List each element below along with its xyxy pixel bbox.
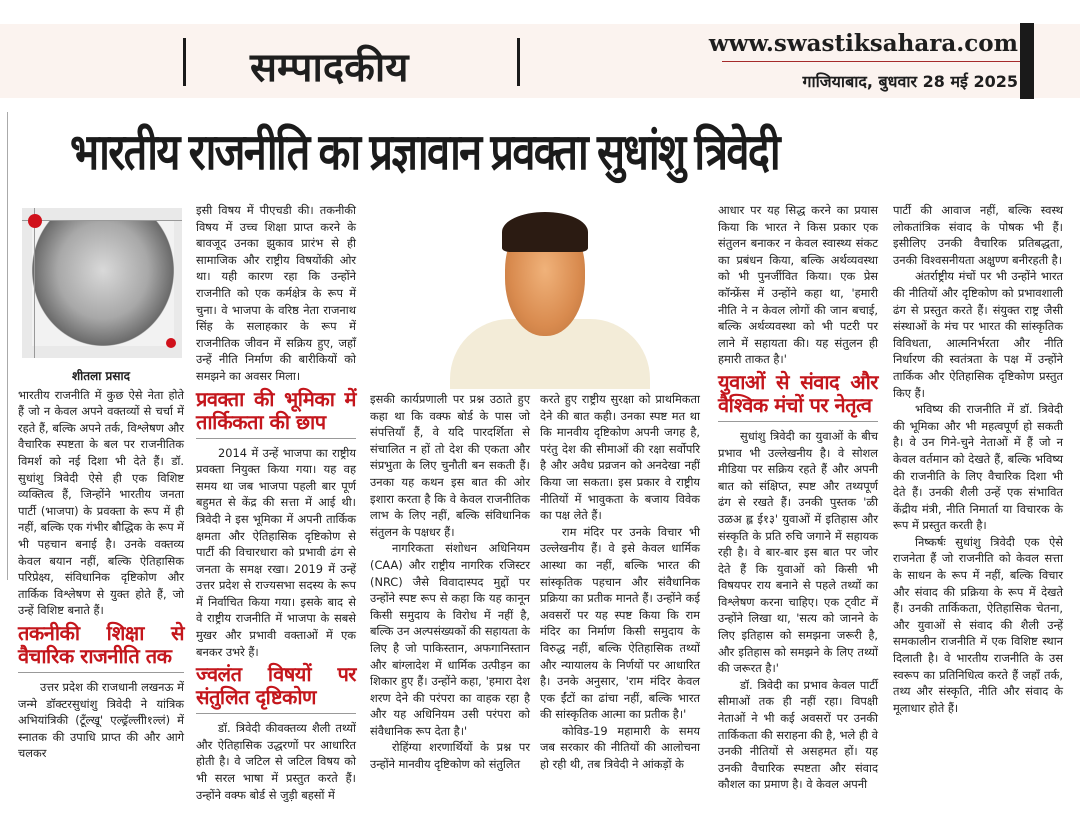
masthead-divider-right bbox=[517, 38, 520, 86]
column-2 bbox=[196, 202, 356, 803]
article-paragraph: राम मंदिर पर उनके विचार भी उल्लेखनीय हैं। वे इसे केवल धार्मिक आस्था का नहीं, बल्कि भारत की सांस्कृतिक पहचान और संवैधानिक प्रक्रिया का प्रतीक मानते हैं। उन्होंने कई अवसरों पर यह स्पष्ट किया कि राम मंदिर का निर्माण किसी समुदाय के विरुद्ध नहीं, बल्कि ऐतिहासिक तथ्यों और न्यायालय के निर्णयों पर आधारित है। उनके अनुसार, 'राम मंदिर केवल एक ईंटों का ढांचा नहीं, बल्कि भारत की सांस्कृतिक आत्मा का प्रतीक है।' bbox=[540, 524, 700, 722]
subheading: युवाओं से संवाद और वैश्विक मंचों पर नेतृत्व bbox=[718, 371, 878, 422]
author-byline: शीतला प्रसाद bbox=[72, 369, 130, 383]
article-paragraph: रोहिंग्या शरणार्थियों के प्रश्न पर उन्होंने मानवीय दृष्टिकोण को संतुलित bbox=[370, 740, 530, 772]
article-paragraph: भारतीय राजनीति में कुछ ऐसे नेता होते हैं जो न केवल अपने वक्तव्यों से चर्चा में रहते हैं, बल्कि अपने तर्क, विश्लेषण और वैचारिक स्पष्टता के बल पर राजनीतिक विमर्श को नई दिशा भी देते हैं। डॉ. सुधांशु त्रिवेदी ऐसे ही एक विशिष्ट व्यक्तित्व हैं, जिन्होंने भारतीय जनता पार्टी (भाजपा) के प्रवक्ता के रूप में ही नहीं, बल्कि एक गंभीर बौद्धिक के रूप में भी पहचान बनाई है। उनके वक्तव्य केवल बयान नहीं, बल्कि ऐतिहासिक परिप्रेक्ष्य, संविधानिक दृष्टिकोण और तार्किक विश्लेषण से युक्त होते हैं, जो उन्हें विशिष्ट बनाते हैं। bbox=[18, 387, 184, 618]
subheading: ज्वलंत विषयों पर संतुलित दृष्टिकोण bbox=[196, 663, 356, 714]
column-1 bbox=[18, 202, 184, 762]
article-paragraph: 2014 में उन्हें भाजपा का राष्ट्रीय प्रवक्ता नियुक्त किया गया। यह वह समय था जब भाजपा पहली बार पूर्ण बहुमत से केंद्र की सत्ता में आई थी। त्रिवेदी ने इस भूमिका में अपनी तार्किक क्षमता और ऐतिहासिक दृष्टिकोण से पार्टी की विचारधारा को प्रभावी ढंग से जनता के समक्ष रखा। 2019 में उन्हें उत्तर प्रदेश से राज्यसभा सदस्य के रूप में निर्वाचित किया गया। इसके बाद से वे राष्ट्रीय राजनीति में भाजपा के सबसे मुखर और प्रभावी वक्ताओं में एक बनकर उभरे हैं। bbox=[196, 445, 356, 659]
column-3 bbox=[370, 391, 530, 773]
article-paragraph: सुधांशु त्रिवेदी का युवाओं के बीच प्रभाव भी उल्लेखनीय है। वे सोशल मीडिया पर सक्रिय रहते हैं और अपनी बात को संक्षिप्त, स्पष्ट और तथ्यपूर्ण ढंग से रखते हैं। उनकी पुस्तक 'ळी उळअ ह्ल ई१३' युवाओं में इतिहास और संस्कृति के प्रति रुचि जगाने में सहायक रही है। वे बार-बार इस बात पर जोर देते हैं कि युवाओं को किसी भी विषयपर राय बनाने से पहले तथ्यों का विश्लेषण करना चाहिए। एक ट्वीट में उन्होंने लिखा था, 'सत्य को जानने के लिए इतिहास को समझना जरूरी है, और इतिहास को समझने के लिए तथ्यों की जरूरत है।' bbox=[718, 428, 878, 676]
column-5 bbox=[718, 202, 878, 793]
article-paragraph: उत्तर प्रदेश की राजधानी लखनऊ में जन्मे डॉक्टरसुधांशु त्रिवेदी ने यांत्रिक अभियांत्रिकी (टूँल्खू' एल्ढ्रॅल्लीी१ल्लं) में स्नातक की उपाधि प्राप्त की और आगे चलकर bbox=[18, 679, 184, 761]
article-paragraph: अंतर्राष्ट्रीय मंचों पर भी उन्होंने भारत की नीतियों और दृष्टिकोण को प्रभावशाली ढंग से प्रस्तुत करते हैं। संयुक्त राष्ट्र जैसी संस्थाओं के मंच पर भारत की सांस्कृतिक विविधता, आत्मनिर्भरता और नीति निर्धारण की स्वतंत्रता के पक्ष में उन्होंने तार्किक और ऐतिहासिक दृष्टिकोण प्रस्तुत किए हैं। bbox=[893, 269, 1063, 400]
subject-photo bbox=[430, 204, 660, 388]
frame-guide-horizontal bbox=[22, 220, 182, 221]
red-dot-icon bbox=[28, 214, 42, 228]
section-title: सम्पादकीय bbox=[250, 45, 409, 91]
left-column-border bbox=[7, 112, 8, 580]
column-6 bbox=[893, 202, 1063, 716]
article-paragraph: इसी विषय में पीएचडी की। तकनीकी विषय में उच्च शिक्षा प्राप्त करने के बावजूद उनका झुकाव प्रारंभ से ही सामाजिक और राष्ट्रीय विषयोंकी ओर था। यही कारण रहा कि उन्होंने राजनीति को एक कर्मक्षेत्र के रूप में चुना। वे भाजपा के वरिष्ठ नेता राजनाथ सिंह के सलाहकार के रूप में राजनीतिक जीवन में सक्रिय हुए, जहाँ उन्हें नीति निर्माण की बारीकियों को समझने का अवसर मिला। bbox=[196, 203, 356, 383]
column-4 bbox=[540, 391, 700, 773]
author-photo bbox=[32, 220, 174, 346]
url-underline bbox=[722, 61, 1020, 62]
masthead-block bbox=[1020, 23, 1034, 99]
red-dot-icon bbox=[166, 338, 176, 348]
subheading: प्रवक्ता की भूमिका में तार्किकता की छाप bbox=[196, 388, 356, 439]
article-paragraph: इसकी कार्यप्रणाली पर प्रश्न उठाते हुए कहा था कि वक्फ बोर्ड के पास जो संपत्तियाँ हैं, वे यदि पारदर्शिता से संचालित न हों तो देश की एकता और संप्रभुता के लिए चुनौती बन सकती हैं। उनका यह कथन इस बात की ओर इशारा करता है कि वे केवल राजनीतिक लाभ के लिए नहीं, बल्कि संविधानिक संतुलन के पक्षधर हैं। bbox=[370, 392, 530, 539]
masthead-divider-left bbox=[183, 38, 186, 86]
article-paragraph: डॉ. त्रिवेदी कीवक्तव्य शैली तथ्यों और ऐतिहासिक उद्धरणों पर आधारित होती है। वे जटिल से जटिल विषय को भी सरल भाषा में प्रस्तुत करते हैं। उन्होंने वक्फ बोर्ड से जुड़ी बहसों में bbox=[196, 721, 356, 802]
article-paragraph: डॉ. त्रिवेदी का प्रभाव केवल पार्टी सीमाओं तक ही नहीं रहा। विपक्षी नेताओं ने भी कई अवसरों पर उनकी तार्किकता की सराहना की है, भले ही वे उनकी नीतियों से असहमत हों। यह उनकी वैचारिक स्पष्टता और संवाद कौशल का प्रमाण है। वे केवल अपनी bbox=[718, 677, 878, 792]
site-url[interactable]: www.swastiksahara.com bbox=[708, 30, 1018, 57]
author-photo-frame bbox=[22, 208, 182, 358]
article-paragraph: कोविड-19 महामारी के समय जब सरकार की नीतियों की आलोचना हो रही थी, तब त्रिवेदी ने आंकड़ों के bbox=[540, 723, 700, 772]
article-paragraph: नागरिकता संशोधन अधिनियम (CAA) और राष्ट्रीय नागरिक रजिस्टर (NRC) जैसे विवादास्पद मुद्दों पर उन्होंने स्पष्ट रूप से कहा कि यह कानून किसी समुदाय के विरोध में नहीं है, बल्कि उन अल्पसंख्यकों की सहायता के लिए है जो पाकिस्तान, अफगानिस्तान और बांग्लादेश में धार्मिक उत्पीड़न का शिकार हुए हैं। उन्होंने कहा, 'हमारा देश शरण देने की परंपरा का वाहक रहा है और यह अधिनियम उसी परंपरा को संवैधानिक रूप देता है।' bbox=[370, 541, 530, 738]
dateline: गाजियाबाद, बुधवार 28 मई 2025 bbox=[802, 72, 1018, 91]
headline: भारतीय राजनीति का प्रज्ञावान प्रवक्ता सुधांशु त्रिवेदी bbox=[70, 124, 779, 180]
subject-photo-hair bbox=[502, 212, 588, 252]
article-paragraph: करते हुए राष्ट्रीय सुरक्षा को प्राथमिकता देने की बात कही। उनका स्पष्ट मत था कि मानवीय दृष्टिकोण अपनी जगह है, परंतु देश की सीमाओं की रक्षा सर्वोपरि है और अवैध प्रव्रजन को अनदेखा नहीं किया जा सकता। इस प्रकार वे राष्ट्रीय नीतियों में भावुकता के बजाय विवेक का पक्ष लेते हैं। bbox=[540, 392, 700, 523]
article-paragraph: आधार पर यह सिद्ध करने का प्रयास किया कि भारत ने किस प्रकार एक संतुलन बनाकर न केवल स्वास्थ्य संकट का प्रबंधन किया, बल्कि अर्थव्यवस्था को भी पुनर्जीवित किया। एक प्रेस कॉन्फ्रेंस में उन्होंने कहा था, 'हमारी नीति ने न केवल लोगों की जान बचाई, बल्कि अर्थव्यवस्था को भी पटरी पर लाने में सहायता की। यह संतुलन ही हमारी ताकत है।' bbox=[718, 203, 878, 367]
subheading: तकनीकी शिक्षा से वैचारिक राजनीति तक bbox=[18, 622, 184, 673]
article-paragraph: निष्कर्षः सुधांशु त्रिवेदी एक ऐसे राजनेता हैं जो राजनीति को केवल सत्ता के साधन के रूप में नहीं, बल्कि विचार और संवाद की प्रक्रिया के रूप में देखते हैं। उनकी तार्किकता, ऐतिहासिक चेतना, और युवाओं से संवाद की शैली उन्हें समकालीन राजनीति में एक विशिष्ट स्थान दिलाती है। वे भारतीय राजनीति के उस स्वरूप का प्रतिनिधित्व करते हैं जहाँ तर्क, तथ्य और संस्कृति, नीति और संवाद के मूलाधार होते हैं। bbox=[893, 534, 1063, 715]
article-paragraph: भविष्य की राजनीति में डॉ. त्रिवेदी की भूमिका और भी महत्वपूर्ण हो सकती है। वे उन गिने-चुने नेताओं में हैं जो न केवल वर्तमान को देखते हैं, बल्कि भविष्य की राजनीति के लिए वैचारिक दिशा भी देते हैं। उनकी शैली उन्हें एक संभावित केंद्रीय मंत्री, नीति निमार्ता या विचारक के रूप में प्रस्तुत करती है। bbox=[893, 402, 1063, 533]
article-paragraph: पार्टी की आवाज नहीं, बल्कि स्वस्थ लोकतांत्रिक संवाद के पोषक भी हैं। इसीलिए उनकी वैचारिक प्रतिबद्धता, उनकी विश्वसनीयता अक्षुण्ण बनीरहती है। bbox=[893, 203, 1063, 267]
frame-guide-vertical bbox=[34, 208, 35, 358]
